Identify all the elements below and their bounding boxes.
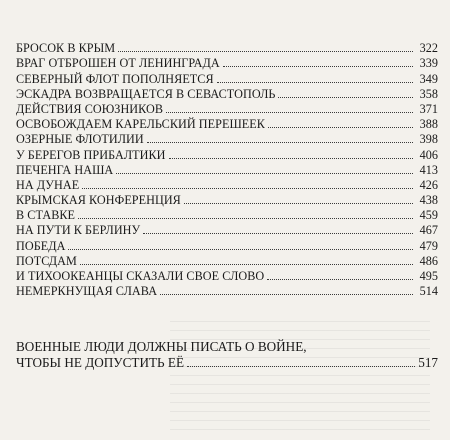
toc-entry-page: 467 xyxy=(419,223,438,238)
toc-entry[interactable] xyxy=(16,268,438,283)
toc-entry[interactable] xyxy=(16,101,438,116)
toc-entry-title: КРЫМСКАЯ КОНФЕРЕНЦИЯ xyxy=(16,193,181,208)
toc-entry[interactable] xyxy=(16,86,438,101)
toc-entry-title: НА ПУТИ К БЕРЛИНУ xyxy=(16,223,141,238)
toc-entry-page: 406 xyxy=(419,147,438,162)
dot-leader xyxy=(166,112,413,113)
toc-entry[interactable] xyxy=(16,283,438,298)
toc-entry-page: 459 xyxy=(419,208,438,223)
dot-leader xyxy=(82,188,413,189)
dot-leader xyxy=(187,366,415,367)
toc-entry-page: 358 xyxy=(419,86,438,101)
toc-entry[interactable] xyxy=(16,222,438,237)
dot-leader xyxy=(268,127,413,128)
toc-entry-page: 438 xyxy=(419,193,438,208)
toc-entry[interactable] xyxy=(16,253,438,268)
dot-leader xyxy=(278,97,413,98)
dot-leader xyxy=(80,264,413,265)
toc-entry-title: НЕМЕРКНУЩАЯ СЛАВА xyxy=(16,284,158,299)
dot-leader xyxy=(68,249,413,250)
toc-entry[interactable] xyxy=(16,237,438,252)
dot-leader xyxy=(118,51,413,52)
toc-final-entry[interactable] xyxy=(16,339,438,371)
toc-entry[interactable] xyxy=(16,192,438,207)
toc-entry-title: ОСВОБОЖДАЕМ КАРЕЛЬСКИЙ ПЕРЕШЕЕК xyxy=(16,117,265,132)
table-of-contents xyxy=(16,40,438,298)
toc-entry-title: ЭСКАДРА ВОЗВРАЩАЕТСЯ В СЕВАСТОПОЛЬ xyxy=(16,86,276,101)
toc-entry-title: И ТИХООКЕАНЦЫ СКАЗАЛИ СВОЕ СЛОВО xyxy=(16,269,265,283)
toc-entry[interactable] xyxy=(16,162,438,177)
toc-entry[interactable] xyxy=(16,146,438,161)
bleed-through-text xyxy=(170,320,430,430)
toc-entry-page: 413 xyxy=(419,162,438,177)
toc-entry-title: БРОСОК В КРЫМ xyxy=(16,41,116,56)
toc-entry-page: 339 xyxy=(419,56,438,71)
toc-entry[interactable] xyxy=(16,177,438,192)
toc-entry[interactable] xyxy=(16,70,438,85)
toc-entry-title: ПОБЕДА xyxy=(16,238,66,253)
toc-entry-title: У БЕРЕГОВ ПРИБАЛТИКИ xyxy=(16,147,166,162)
toc-entry-page: 398 xyxy=(419,132,438,147)
toc-entry-title: ОЗЕРНЫЕ ФЛОТИЛИИ xyxy=(16,132,144,147)
dot-leader xyxy=(184,203,413,204)
toc-entry-page: 486 xyxy=(419,253,438,268)
toc-entry-title: ПОТСДАМ xyxy=(16,253,77,268)
dot-leader xyxy=(78,218,413,219)
toc-entry-page: 514 xyxy=(419,284,438,299)
toc-entry-page: 388 xyxy=(419,117,438,132)
toc-entry-page: 349 xyxy=(419,71,438,86)
toc-entry[interactable] xyxy=(16,131,438,146)
toc-entry[interactable] xyxy=(16,116,438,131)
dot-leader xyxy=(217,82,413,83)
dot-leader xyxy=(116,173,413,174)
toc-entry-title: В СТАВКЕ xyxy=(16,208,76,223)
dot-leader xyxy=(169,158,413,159)
toc-entry[interactable] xyxy=(16,55,438,70)
dot-leader xyxy=(147,142,413,143)
toc-final-page: 517 xyxy=(418,355,438,370)
toc-entry-title: НА ДУНАЕ xyxy=(16,177,80,192)
toc-final-title-line1: ВОЕННЫЕ ЛЮДИ ДОЛЖНЫ ПИСАТЬ О ВОЙНЕ, xyxy=(16,339,307,354)
toc-entry-page: 322 xyxy=(419,41,438,56)
toc-final-title-line2: ЧТОБЫ НЕ ДОПУСТИТЬ ЕЁ xyxy=(16,355,185,370)
toc-entry-page: 495 xyxy=(419,269,438,283)
dot-leader xyxy=(223,66,413,67)
dot-leader xyxy=(143,233,413,234)
toc-entry-title: ВРАГ ОТБРОШЕН ОТ ЛЕНИНГРАДА xyxy=(16,56,220,71)
dot-leader xyxy=(160,294,413,295)
toc-entry-page: 426 xyxy=(419,177,438,192)
toc-entry-title: ДЕЙСТВИЯ СОЮЗНИКОВ xyxy=(16,101,164,116)
toc-entry[interactable] xyxy=(16,40,438,55)
toc-entry-title: ПЕЧЕНГА НАША xyxy=(16,162,114,177)
toc-entry-page: 479 xyxy=(419,238,438,253)
toc-entry-page: 371 xyxy=(419,101,438,116)
toc-entry-title: СЕВЕРНЫЙ ФЛОТ ПОПОЛНЯЕТСЯ xyxy=(16,71,214,86)
toc-entry[interactable] xyxy=(16,207,438,222)
dot-leader xyxy=(267,279,413,280)
